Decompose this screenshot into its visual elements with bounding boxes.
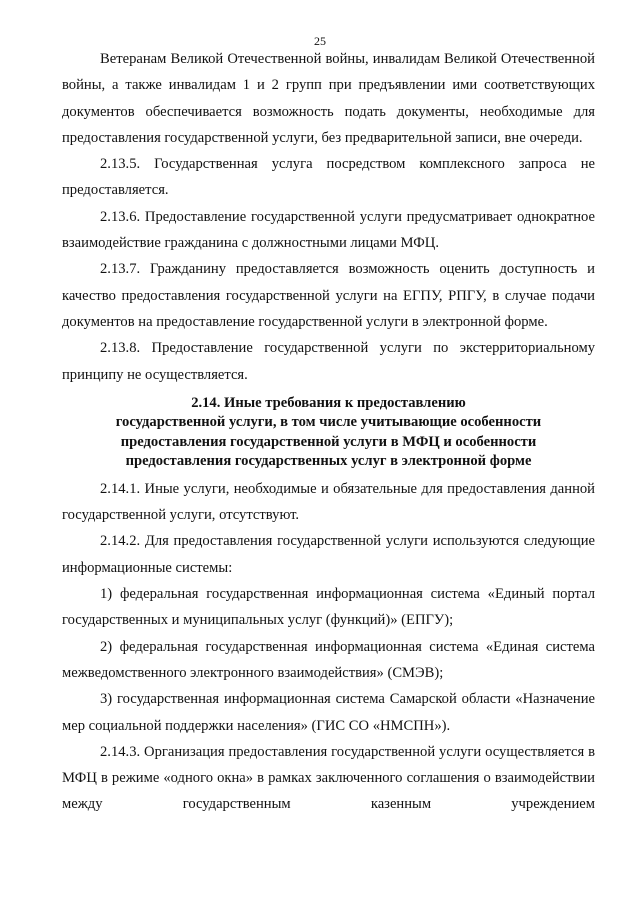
- paragraph-2-14-1: 2.14.1. Иные услуги, необходимые и обязательные для предоставления данной государственной услуги, отсутствуют.: [62, 480, 595, 524]
- document-body: [62, 46, 595, 818]
- paragraph-2-13-6: 2.13.6. Предоставление государственной услуги предусматривает однократное взаимодействие гражданина с должностными лицами МФЦ.: [62, 208, 595, 252]
- list-item-smev: 2) федеральная государственная информационная система «Единая система межведомственного электронного взаимодействия» (СМЭВ);: [62, 638, 595, 681]
- section-heading-line: 2.14. Иные требования к предоставлению: [191, 394, 466, 411]
- section-heading-line: государственной услуги, в том числе учитывающие особенности: [115, 414, 542, 431]
- paragraph-2-14-2: 2.14.2. Для предоставления государственной услуги используются следующие информационные системы:: [62, 533, 595, 576]
- paragraph-2-13-7: 2.13.7. Гражданину предоставляется возможность оценить доступность и качество предоставления государственной услуги на ЕГПУ, РПГУ, в случае подачи документов на предоставление государственной услуги в электронной форме.: [62, 261, 595, 330]
- page-number: 25: [314, 34, 326, 48]
- paragraph-veterans: Ветеранам Великой Отечественной войны, инвалидам Великой Отечественной войны, а также инвалидам 1 и 2 групп при предъявлении ими соответствующих документов обеспечивается возможность подать документы, необходимые для предоставления государственной услуги, без предварительной записи, вне очереди.: [62, 51, 595, 146]
- list-item-epgu: 1) федеральная государственная информационная система «Единый портал государственных и муниципальных услуг (функций)» (ЕПГУ);: [62, 586, 595, 629]
- list-item-gis-nmspn: 3) государственная информационная система Самарской области «Назначение мер социальной поддержки населения» (ГИС СО «НМСПН»).: [62, 691, 595, 734]
- section-heading-line: предоставления государственной услуги в МФЦ и особенности: [120, 433, 537, 450]
- paragraph-2-13-5: 2.13.5. Государственная услуга посредством комплексного запроса не предоставляется.: [62, 156, 595, 199]
- section-heading-2-14: [62, 394, 595, 472]
- section-heading-line: предоставления государственных услуг в электронной форме: [125, 453, 532, 470]
- paragraph-2-13-8: 2.13.8. Предоставление государственной услуги по экстерриториальному принципу не осуществляется.: [62, 340, 595, 383]
- paragraph-2-14-3: 2.14.3. Организация предоставления государственной услуги осуществляется в МФЦ в режиме «одного окна» в рамках заключенного соглашения о взаимодействии между государственным казенным учреждением: [62, 743, 595, 813]
